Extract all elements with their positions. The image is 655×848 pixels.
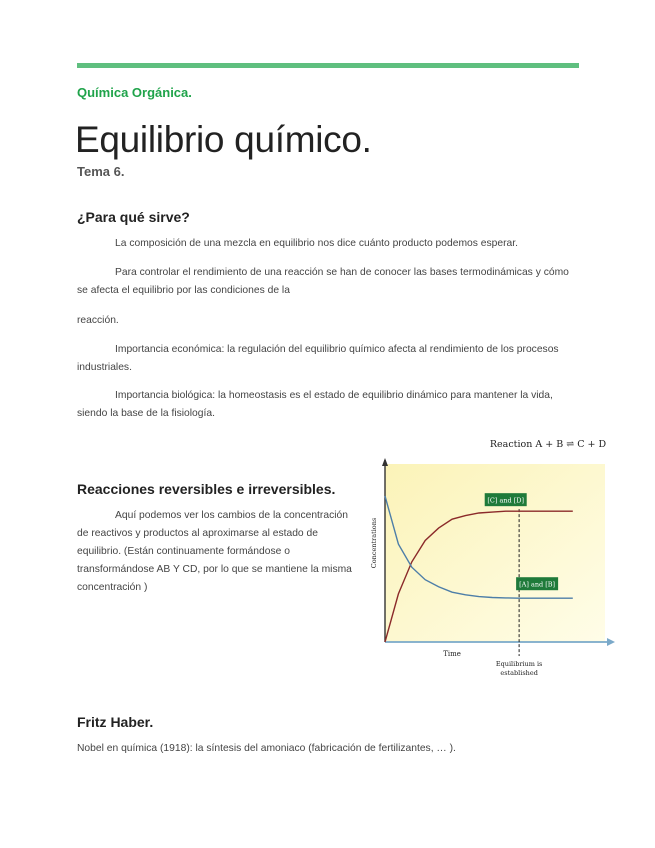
series-label-1: [A] and [B] (519, 580, 556, 589)
page-title: Equilibrio químico. (75, 119, 372, 160)
y-axis-arrowhead (382, 458, 388, 466)
equilibrium-annotation-line-2: established (500, 669, 538, 677)
x-axis-arrowhead (607, 638, 615, 646)
subject-label: Química Orgánica. (77, 85, 192, 100)
paragraph-reversible: Aquí podemos ver los cambios de la concentración de reactivos y productos al aproximarse al estado de equilibrio. (Están continuamente formándose o transformándose AB Y CD, por lo que se mantiene la misma concentración ) (77, 510, 352, 593)
paragraph-control: Para controlar el rendimiento de una reacción se han de conocer las bases termodinámicas y cómo se afecta el equilibrio por las condiciones de la (77, 267, 569, 296)
equilibrium-chart-svg (365, 432, 620, 687)
section-heading-reversible: Reacciones reversibles e irreversibles. (77, 481, 336, 497)
chart-title: Reaction A + B ⇌ C + D (489, 439, 607, 450)
series-label-0: [C] and [D] (487, 496, 525, 505)
paragraph-control-end: reacción. (77, 315, 119, 326)
section-heading-purpose: ¿Para qué sirve? (77, 209, 190, 225)
equilibrium-chart (365, 432, 620, 687)
section-heading-haber: Fritz Haber. (77, 714, 154, 730)
y-axis-label: Concentrations (370, 517, 378, 569)
paragraph-haber: Nobel en química (1918): la síntesis del amoniaco (fabricación de fertilizantes, … ). (77, 743, 456, 754)
paragraph-economic: Importancia económica: la regulación del equilibrio químico afecta al rendimiento de los procesos industriales. (77, 344, 559, 373)
top-divider (77, 63, 579, 68)
equilibrium-annotation-line-1: Equilibrium is (495, 660, 543, 668)
topic-label: Tema 6. (77, 164, 125, 179)
paragraph-biological: Importancia biológica: la homeostasis es el estado de equilibrio dinámico para mantener la vida, siendo la base de la fisiología. (77, 390, 553, 419)
x-axis-label: Time (443, 650, 461, 658)
paragraph-composition: La composición de una mezcla en equilibrio nos dice cuánto producto podemos esperar. (115, 238, 518, 249)
